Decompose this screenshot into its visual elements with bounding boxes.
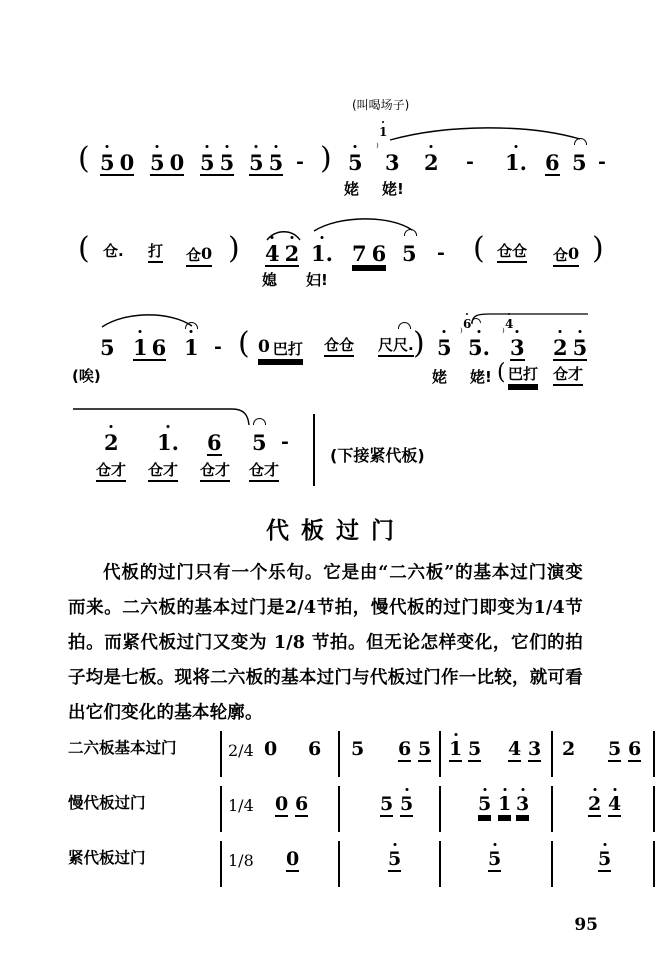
note: 5 bbox=[418, 738, 432, 760]
open-paren-line2: ( bbox=[78, 231, 90, 266]
melody-note: 6 bbox=[151, 335, 167, 360]
note: 6 bbox=[398, 738, 412, 760]
percussion-syllable: 仓才 bbox=[96, 462, 126, 482]
note: 3 bbox=[516, 793, 530, 815]
table-row bbox=[68, 735, 642, 790]
percussion-syllable: 仓 bbox=[186, 246, 202, 264]
percussion-group bbox=[497, 243, 527, 263]
lyric-syllable: 媳 bbox=[262, 271, 278, 289]
note: 5 bbox=[200, 150, 215, 175]
percussion-group bbox=[553, 243, 579, 267]
grace-slur-icon: ⁾ bbox=[502, 326, 505, 339]
barline bbox=[220, 786, 222, 832]
lyric-syllable: 姥 bbox=[344, 180, 360, 198]
intro-group-1 bbox=[100, 152, 134, 176]
barline bbox=[338, 731, 340, 777]
percussion-group bbox=[508, 366, 538, 386]
barline bbox=[551, 786, 553, 832]
paragraph-text: 代板的过门只有一个乐句。它是由“二六板”的基本过门演变而来。二六板的基本过门是2/4节拍，慢代板的过门即变为1/4节拍。而紧代板过门又变为 1/8 节拍。但无论怎样变化，它们的拍子均是七板。现将二六板的基本过门与代板过门作一比较，就可看出它们变化的基本轮廓。 bbox=[68, 563, 583, 723]
time-signature: 1/8 bbox=[228, 851, 254, 870]
close-paren-line3: ) bbox=[413, 326, 425, 361]
body-paragraph bbox=[68, 556, 583, 731]
percussion-group bbox=[553, 366, 583, 386]
percussion-syllable: 仓才 bbox=[249, 462, 279, 482]
melody-note: 5 bbox=[572, 150, 587, 175]
melody-group bbox=[352, 243, 386, 267]
melody-note: 2 bbox=[424, 150, 439, 175]
note: 5 bbox=[400, 793, 414, 815]
lyric-syllable: 姥! bbox=[382, 180, 404, 198]
barline bbox=[653, 786, 655, 832]
percussion-syllable: 仓 bbox=[497, 242, 513, 260]
percussion-group bbox=[186, 243, 212, 267]
melody-note: 4 bbox=[265, 241, 280, 266]
cue-label-jiaohe: (叫喝场子) bbox=[352, 98, 410, 112]
duration-dash: - bbox=[281, 431, 289, 453]
duration-dash: - bbox=[466, 151, 474, 173]
open-paren-line1: ( bbox=[78, 141, 90, 176]
barline bbox=[220, 731, 222, 777]
note: 3 bbox=[528, 738, 542, 760]
note: 5 bbox=[608, 738, 622, 760]
note: 1 bbox=[449, 738, 463, 760]
percussion-syllable: 尺. bbox=[393, 336, 414, 354]
percussion-syllable: 巴 bbox=[508, 365, 524, 383]
melody-note: 6 bbox=[371, 241, 387, 266]
phrase-slur-icon bbox=[388, 126, 584, 144]
melody-note: 3 bbox=[510, 335, 525, 360]
note: 5 bbox=[598, 848, 612, 870]
note: 0 bbox=[264, 738, 278, 760]
comparison-table bbox=[68, 735, 642, 900]
table-row bbox=[68, 790, 622, 845]
percussion-syllable: 仓 bbox=[553, 365, 569, 383]
barline bbox=[439, 731, 441, 777]
percussion-syllable: 仓. bbox=[103, 242, 124, 260]
percussion-syllable: 尺 bbox=[378, 336, 394, 354]
melody-group bbox=[133, 337, 166, 361]
intro-group-3 bbox=[200, 152, 234, 176]
percussion-rest: 0 bbox=[201, 244, 213, 263]
percussion-group bbox=[258, 337, 303, 361]
melody-note: 5. bbox=[468, 335, 490, 360]
barline bbox=[338, 841, 340, 887]
percussion-syllable: 仓 bbox=[553, 246, 569, 264]
percussion-group bbox=[378, 337, 414, 357]
melody-note: 5 bbox=[402, 241, 417, 266]
intro-group-4 bbox=[249, 152, 283, 176]
percussion-syllable: 打 bbox=[523, 365, 539, 383]
page-number: 95 bbox=[574, 915, 598, 935]
percussion-syllable: 仓 bbox=[324, 336, 340, 354]
grace-note: 1 bbox=[379, 125, 388, 139]
note: 5 bbox=[268, 150, 284, 175]
row-music bbox=[220, 845, 612, 889]
melody-note: 5 bbox=[252, 430, 267, 455]
melody-note: 1. bbox=[505, 150, 527, 175]
page-title: 代板过门 bbox=[266, 518, 406, 544]
lyric-syllable: 姥 bbox=[432, 368, 448, 386]
percussion-group bbox=[324, 337, 354, 357]
melody-note: 2 bbox=[104, 430, 119, 455]
melody-note: 5 bbox=[572, 335, 588, 360]
note: 0 bbox=[286, 848, 300, 870]
lyric-syllable: 妇! bbox=[306, 271, 328, 289]
row-music bbox=[220, 735, 642, 779]
note: 4 bbox=[508, 738, 522, 760]
note: 5 bbox=[219, 150, 235, 175]
fermata-icon bbox=[253, 418, 266, 425]
time-signature: 2/4 bbox=[228, 741, 254, 760]
note: 5 bbox=[478, 793, 492, 815]
duration-dash: - bbox=[214, 336, 222, 358]
lyric-syllable: 姥! bbox=[470, 368, 492, 386]
note: 5 bbox=[351, 738, 365, 760]
note: 1 bbox=[498, 793, 512, 815]
percussion-syllable: 打 bbox=[148, 243, 163, 263]
melody-note: 1. bbox=[311, 241, 333, 266]
melody-note: 5 bbox=[100, 335, 115, 360]
performance-direction: (下接紧代板) bbox=[330, 446, 425, 465]
note: 2 bbox=[588, 793, 602, 815]
fermata-icon bbox=[398, 322, 411, 329]
barline bbox=[653, 731, 655, 777]
percussion-syllable: 才 bbox=[568, 365, 584, 383]
grace-note: 6 bbox=[463, 317, 472, 331]
phrase-slur-icon bbox=[100, 312, 196, 330]
barline bbox=[338, 786, 340, 832]
melody-note: 1. bbox=[157, 430, 179, 455]
melody-note: 1 bbox=[184, 335, 199, 360]
melody-note: 5 bbox=[437, 335, 452, 360]
note: 0 bbox=[275, 793, 289, 815]
lyric-ai: (唉) bbox=[72, 367, 101, 385]
duration-dash: - bbox=[598, 151, 606, 173]
row-label: 紧代板过门 bbox=[68, 849, 146, 867]
melody-note: 6 bbox=[207, 430, 222, 455]
note: 0 bbox=[169, 150, 185, 175]
barline bbox=[551, 731, 553, 777]
percussion-syllable: 仓才 bbox=[200, 462, 230, 482]
close-paren-line2b: ) bbox=[592, 231, 604, 266]
melody-group bbox=[265, 243, 299, 267]
melody-note: 7 bbox=[352, 241, 367, 266]
tie-slur-icon bbox=[266, 228, 302, 242]
intro-group-2 bbox=[150, 152, 184, 176]
barline bbox=[220, 841, 222, 887]
note: 5 bbox=[488, 848, 502, 870]
barline bbox=[439, 841, 441, 887]
duration-dash: - bbox=[437, 242, 445, 264]
melody-note: 1 bbox=[133, 335, 148, 360]
melody-note: 2 bbox=[553, 335, 568, 360]
open-paren-line3b: ( bbox=[497, 360, 506, 385]
percussion-syllable: 仓 bbox=[512, 242, 528, 260]
close-paren-line1: ) bbox=[320, 141, 332, 176]
note: 4 bbox=[608, 793, 622, 815]
percussion-rest: 0 bbox=[258, 337, 270, 357]
final-barline bbox=[313, 414, 315, 486]
phrase-slur-icon bbox=[312, 216, 417, 234]
note: 5 bbox=[100, 150, 115, 175]
note: 0 bbox=[119, 150, 135, 175]
close-paren-line2: ) bbox=[228, 231, 240, 266]
note: 5 bbox=[249, 150, 264, 175]
open-paren-line2b: ( bbox=[473, 231, 485, 266]
row-label: 二六板基本过门 bbox=[68, 739, 177, 757]
note: 5 bbox=[468, 738, 482, 760]
table-row bbox=[68, 845, 612, 900]
note: 5 bbox=[388, 848, 402, 870]
melody-note: 2 bbox=[284, 241, 300, 266]
note: 5 bbox=[380, 793, 394, 815]
percussion-syllable: 巴 bbox=[272, 340, 288, 358]
barline bbox=[653, 841, 655, 887]
melody-group bbox=[553, 337, 587, 361]
percussion-syllable: 打 bbox=[287, 340, 303, 358]
note: 5 bbox=[150, 150, 165, 175]
phrase-slur-icon bbox=[72, 406, 252, 428]
melody-note: 6 bbox=[545, 150, 560, 175]
note: 6 bbox=[308, 738, 322, 760]
note: 6 bbox=[628, 738, 642, 760]
percussion-syllable: 仓才 bbox=[148, 462, 178, 482]
phrase-slur-icon bbox=[470, 312, 592, 326]
percussion-rest: 0 bbox=[568, 244, 580, 263]
barline bbox=[551, 841, 553, 887]
duration-dash: - bbox=[296, 151, 304, 173]
melody-note: 3 bbox=[385, 150, 400, 175]
melody-note: 5 bbox=[348, 150, 363, 175]
row-music bbox=[220, 790, 622, 834]
grace-slur-icon: ⁾ bbox=[460, 326, 463, 339]
open-paren-line3: ( bbox=[238, 326, 250, 361]
time-signature: 1/4 bbox=[228, 796, 254, 815]
note: 2 bbox=[562, 738, 576, 760]
grace-note: 4 bbox=[505, 317, 514, 331]
barline bbox=[439, 786, 441, 832]
row-label: 慢代板过门 bbox=[68, 794, 146, 812]
note: 6 bbox=[295, 793, 309, 815]
grace-slur-icon: ⁾ bbox=[376, 141, 379, 154]
percussion-syllable: 仓 bbox=[339, 336, 355, 354]
